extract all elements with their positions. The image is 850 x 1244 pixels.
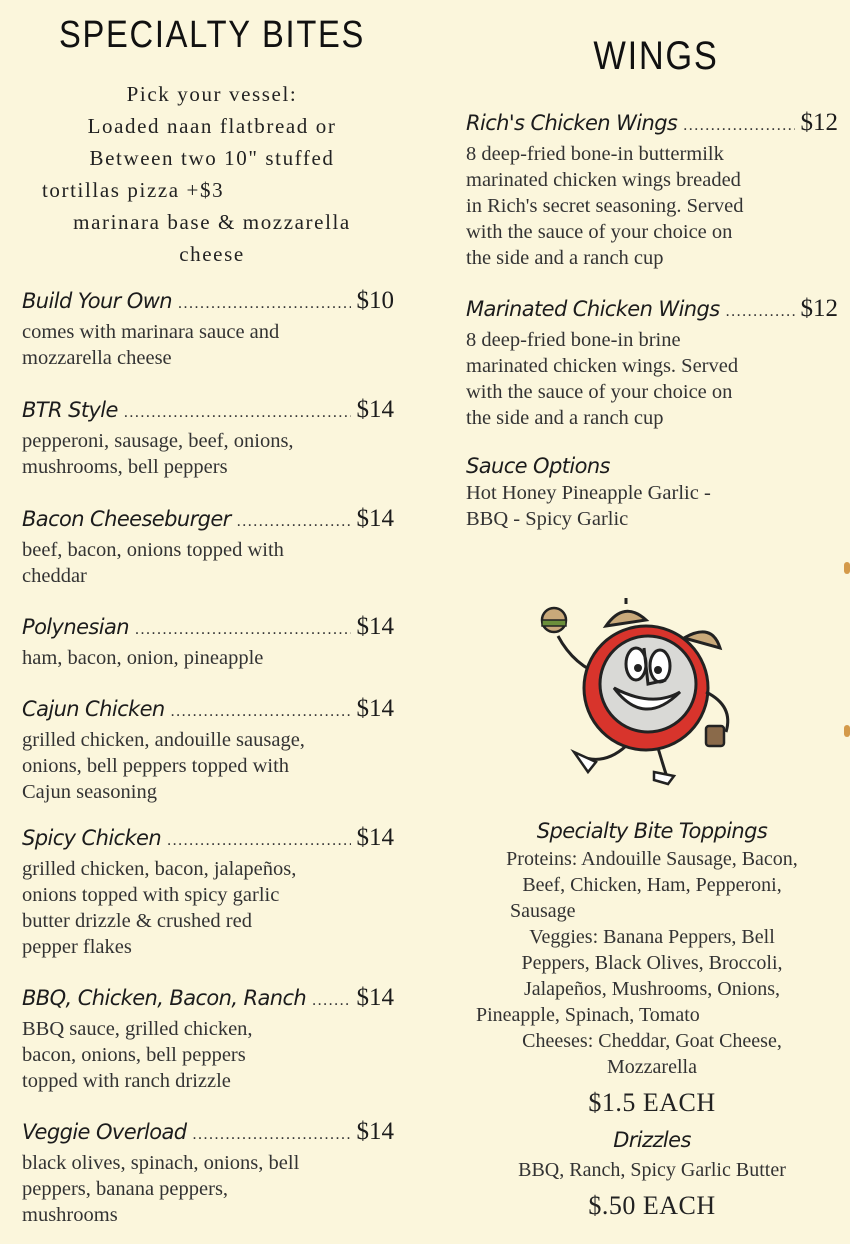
leader-dots: [178, 289, 351, 319]
desc-line: pepper flakes: [22, 936, 132, 958]
desc-line: peppers, banana peppers,: [22, 1178, 229, 1200]
item-name: Polynesian: [22, 615, 129, 639]
desc-line: comes with marinara sauce and: [22, 321, 280, 343]
item-name: BBQ, Chicken, Bacon, Ranch: [22, 986, 307, 1010]
vessel-line: Pick your vessel:: [126, 82, 298, 106]
topping-line: Sausage: [510, 900, 576, 922]
desc-line: marinated chicken wings. Served: [466, 355, 739, 377]
topping-line: Jalapeños, Mushrooms, Onions,: [523, 978, 781, 1000]
topping-line: Proteins: Andouille Sausage, Bacon,: [506, 848, 798, 870]
edge-decoration: [844, 725, 850, 737]
desc-line: 8 deep-fried bone-in brine: [466, 329, 681, 351]
item-name: Rich's Chicken Wings: [466, 111, 678, 135]
leader-dots: [135, 615, 351, 645]
item-price: $10: [356, 287, 394, 314]
item-price: $14: [356, 1118, 394, 1145]
desc-line: grilled chicken, andouille sausage,: [22, 729, 305, 751]
menu-item-marinated-chicken-wings: [466, 294, 838, 431]
menu-item-btr-style: [22, 395, 394, 480]
running-alarm-clock-mascot-icon: [534, 596, 744, 786]
item-name: Bacon Cheeseburger: [22, 507, 231, 531]
wings-title: WINGS: [593, 34, 719, 78]
desc-line: with the sauce of your choice on: [466, 381, 733, 403]
menu-item-build-your-own: [22, 286, 394, 371]
item-price: $14: [356, 613, 394, 640]
item-description: [466, 327, 838, 431]
item-price: $12: [800, 295, 838, 322]
menu-item-bbq-chicken-bacon-ranch: [22, 983, 394, 1094]
item-name: Spicy Chicken: [22, 826, 162, 850]
toppings-title: Specialty Bite Toppings: [536, 819, 768, 843]
leader-dots: [683, 111, 794, 141]
leader-dots: [312, 986, 350, 1016]
item-description: [22, 1150, 394, 1228]
specialty-bites-title: SPECIALTY BITES: [58, 14, 366, 56]
item-description: [22, 856, 394, 960]
leader-dots: [124, 398, 351, 428]
desc-line: BBQ sauce, grilled chicken,: [22, 1018, 253, 1040]
item-description: [22, 1016, 394, 1094]
desc-line: mushrooms, bell peppers: [22, 456, 228, 478]
vessel-line: Loaded naan flatbread or: [87, 114, 337, 138]
sauce-options-list: [466, 480, 838, 532]
menu-item-richs-chicken-wings: [466, 108, 838, 271]
desc-line: mozzarella cheese: [22, 347, 172, 369]
toppings-price: $1.5 EACH: [588, 1088, 716, 1117]
menu-item-cajun-chicken: [22, 694, 394, 805]
topping-line: Beef, Chicken, Ham, Pepperoni,: [522, 874, 782, 896]
desc-line: in Rich's secret seasoning. Served: [466, 195, 744, 217]
menu-item-veggie-overload: [22, 1117, 394, 1228]
vessel-note: [22, 78, 402, 270]
leader-dots: [193, 1120, 351, 1150]
menu-item-bacon-cheeseburger: [22, 504, 394, 589]
desc-line: with the sauce of your choice on: [466, 221, 733, 243]
item-name: Cajun Chicken: [22, 697, 165, 721]
desc-line: topped with ranch drizzle: [22, 1070, 231, 1092]
topping-line: Cheeses: Cheddar, Goat Cheese,: [522, 1030, 782, 1052]
leader-dots: [726, 297, 795, 327]
desc-line: grilled chicken, bacon, jalapeños,: [22, 858, 297, 880]
drizzles-list: BBQ, Ranch, Spicy Garlic Butter: [518, 1159, 786, 1181]
edge-decoration: [844, 562, 850, 574]
leader-dots: [237, 507, 351, 537]
item-name: Veggie Overload: [22, 1120, 187, 1144]
sauce-options: [466, 452, 838, 532]
desc-line: 8 deep-fried bone-in buttermilk: [466, 143, 724, 165]
item-price: $14: [356, 824, 394, 851]
desc-line: marinated chicken wings breaded: [466, 169, 741, 191]
toppings-list: [466, 846, 838, 1080]
leader-dots: [171, 697, 351, 727]
desc-line: the side and a ranch cup: [466, 407, 664, 429]
vessel-line: tortillas pizza +$3: [42, 178, 225, 202]
vessel-line: Between two 10" stuffed: [89, 146, 335, 170]
desc-line: black olives, spinach, onions, bell: [22, 1152, 300, 1174]
desc-line: pepperoni, sausage, beef, onions,: [22, 430, 294, 452]
drizzles-title: Drizzles: [613, 1128, 691, 1152]
item-description: [22, 727, 394, 805]
desc-line: the side and a ranch cup: [466, 247, 664, 269]
desc-line: BBQ - Spicy Garlic: [466, 508, 629, 530]
drizzles-price: $.50 EACH: [588, 1191, 716, 1220]
topping-line: Mozzarella: [607, 1056, 697, 1078]
sauce-options-title: Sauce Options: [466, 454, 610, 478]
item-price: $14: [356, 984, 394, 1011]
desc-line: Hot Honey Pineapple Garlic -: [466, 482, 711, 504]
menu-item-polynesian: [22, 612, 394, 671]
desc-line: mushrooms: [22, 1204, 118, 1226]
item-description: [22, 319, 394, 371]
item-name: BTR Style: [22, 398, 118, 422]
item-description: [22, 645, 394, 671]
leader-dots: [167, 826, 350, 856]
topping-line: Veggies: Banana Peppers, Bell: [529, 926, 775, 948]
item-price: $14: [356, 396, 394, 423]
desc-line: onions, bell peppers topped with: [22, 755, 290, 777]
item-description: [466, 141, 838, 271]
topping-line: Peppers, Black Olives, Broccoli,: [521, 952, 783, 974]
desc-line: cheddar: [22, 565, 87, 587]
vessel-line: cheese: [179, 242, 245, 266]
item-name: Build Your Own: [22, 289, 172, 313]
item-description: [22, 537, 394, 589]
item-price: $14: [356, 695, 394, 722]
desc-line: beef, bacon, onions topped with: [22, 539, 284, 561]
item-price: $12: [800, 109, 838, 136]
item-price: $14: [356, 505, 394, 532]
desc-line: Cajun seasoning: [22, 781, 157, 803]
desc-line: ham, bacon, onion, pineapple: [22, 647, 264, 669]
desc-line: butter drizzle & crushed red: [22, 910, 252, 932]
vessel-line: marinara base & mozzarella: [73, 210, 351, 234]
desc-line: bacon, onions, bell peppers: [22, 1044, 246, 1066]
desc-line: onions topped with spicy garlic: [22, 884, 280, 906]
menu-item-spicy-chicken: [22, 823, 394, 960]
toppings-section: [466, 816, 838, 1224]
item-name: Marinated Chicken Wings: [466, 297, 720, 321]
item-description: [22, 428, 394, 480]
topping-line: Pineapple, Spinach, Tomato: [476, 1004, 700, 1026]
